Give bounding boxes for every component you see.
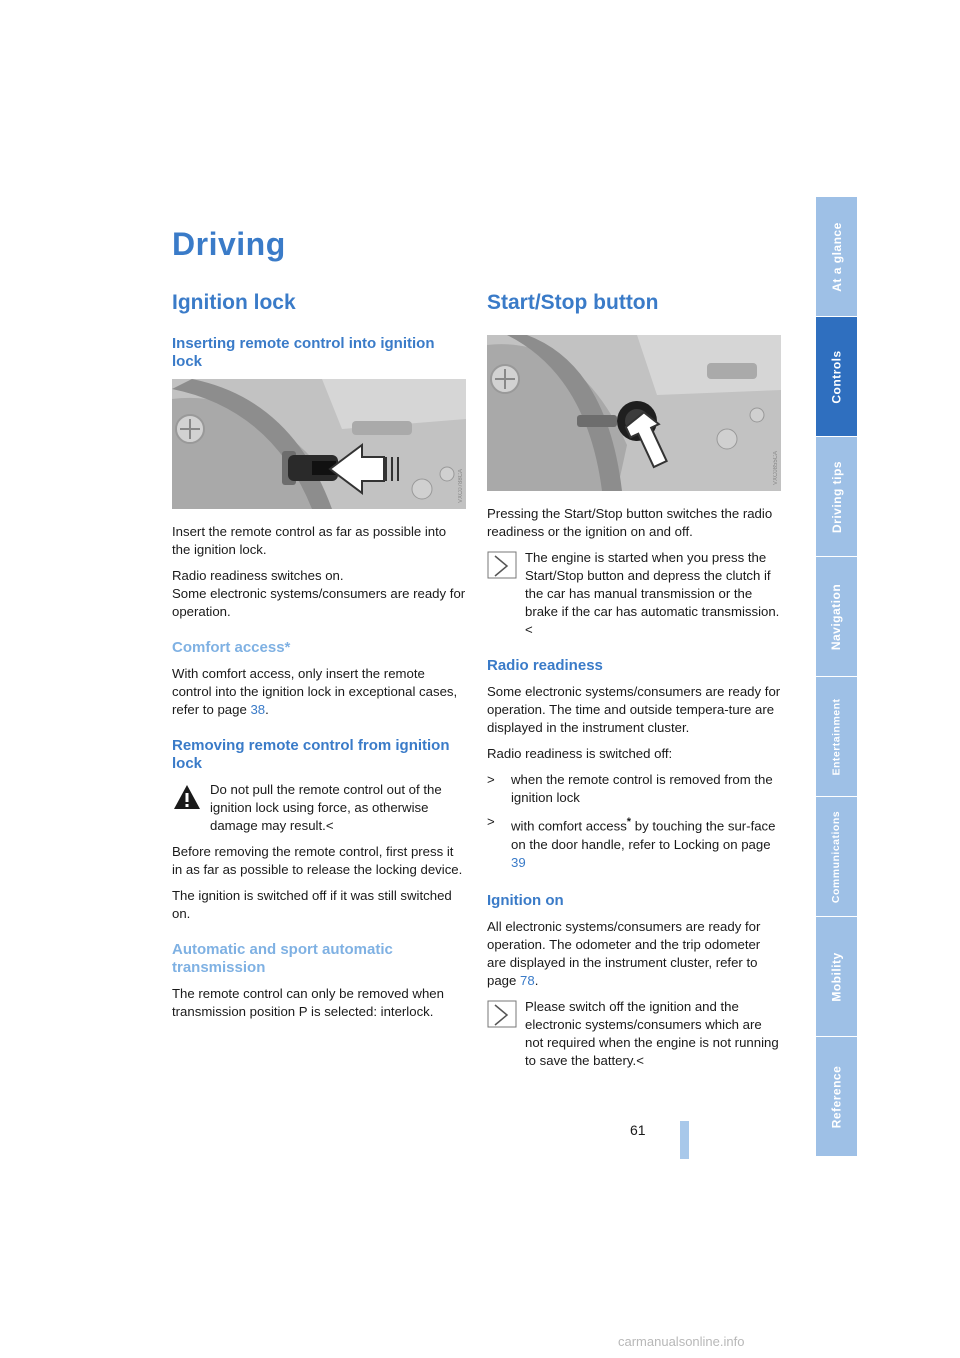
section-title-ignition-lock: Ignition lock: [172, 291, 296, 314]
info-note: [487, 549, 781, 639]
subsection-automatic-transmission: Automatic and sport automatic transmission: [172, 941, 393, 977]
paragraph: Insert the remote control as far as possible into the ignition lock.: [172, 524, 447, 558]
warning-triangle-icon: [172, 783, 202, 811]
text-line: Radio readiness switches on.: [172, 568, 344, 584]
tab-controls[interactable]: [816, 317, 857, 437]
paragraph: [487, 918, 781, 990]
tab-label: Reference: [829, 1065, 844, 1128]
page-link-39[interactable]: 39: [511, 854, 526, 870]
text-run: With comfort access, only insert the remote control into the ignition lock in exceptional cases, refer to page: [172, 666, 458, 718]
tab-label: Communications: [830, 810, 843, 903]
text-line: Some electronic systems/consumers are ready for operation.: [172, 586, 466, 620]
chapter-sidebar: [816, 197, 857, 1157]
page-link-78[interactable]: 78: [520, 972, 535, 988]
text-run: .: [265, 702, 269, 718]
right-column: [487, 290, 781, 1078]
note-text: [525, 549, 781, 639]
paragraph: Some electronic systems/consumers are ready for operation. The time and outside tempera-ture are displayed in the instrument cluster.: [487, 684, 781, 736]
note-arrow-icon: [487, 1000, 517, 1028]
paragraph: Radio readiness is switched off:: [487, 746, 673, 762]
text-run: Please switch off the ignition and the electronic systems/consumers which are not required when the engine is not running to save the battery.: [525, 998, 779, 1068]
bullet-text: when the remote control is removed from the ignition lock: [511, 772, 773, 806]
paragraph: [172, 665, 466, 719]
list-item: [487, 771, 781, 807]
tab-label: Controls: [829, 349, 844, 404]
warning-text: [210, 781, 466, 835]
tab-driving-tips[interactable]: [816, 437, 857, 557]
page-number: 61: [630, 1122, 646, 1138]
text-run: All electronic systems/consumers are ready for operation. The odometer and the trip odometer are displayed in the instrument cluster, refer to page: [487, 918, 761, 988]
tab-label: Driving tips: [829, 460, 844, 533]
tab-reference[interactable]: [816, 1037, 857, 1157]
tab-label: At a glance: [829, 221, 844, 292]
text-run: .: [534, 972, 539, 988]
tab-mobility[interactable]: [816, 917, 857, 1037]
bullet-mark: >: [487, 814, 495, 830]
tab-label: Mobility: [829, 951, 844, 1002]
figure-code: VXC0788CA: [458, 469, 464, 504]
paragraph: Before removing the remote control, first press it in as far as possible to release the locking device.: [172, 844, 463, 878]
ignition-lock-illustration: [172, 379, 466, 509]
text-run: The engine is started when you press the Start/Stop button and depress the clutch if the car has manual transmission or the brake if the car has automatic transmission.: [525, 550, 780, 620]
paragraph: The remote control can only be removed when transmission position P is selected: interlock.: [172, 986, 444, 1020]
tab-at-a-glance[interactable]: [816, 197, 857, 317]
tab-label: Navigation: [829, 583, 844, 650]
page-title: Driving: [172, 226, 286, 262]
figure-code: VXC0855CA: [773, 451, 779, 486]
watermark: carmanualsonline.info: [618, 1334, 745, 1349]
end-mark: <: [525, 622, 533, 638]
note-text: [525, 998, 781, 1070]
tab-navigation[interactable]: [816, 557, 857, 677]
tab-communications[interactable]: [816, 797, 857, 917]
subsection-radio-readiness: Radio readiness: [487, 657, 603, 675]
tab-entertainment[interactable]: [816, 677, 857, 797]
start-stop-illustration: [487, 335, 781, 491]
text-run: by touching the sur-face on the door handle, refer to Locking on page: [511, 818, 776, 852]
text-run: Do not pull the remote control out of the ignition lock using force, as otherwise damage may result.: [210, 782, 442, 834]
bullet-text: [511, 813, 781, 871]
text-run: with comfort access: [511, 818, 627, 834]
option-star: *: [626, 816, 632, 829]
bullet-mark: >: [487, 772, 495, 788]
note-arrow-icon: [487, 551, 517, 579]
page-link-38[interactable]: 38: [250, 702, 266, 718]
subsection-inserting-remote: Inserting remote control into ignition lock: [172, 335, 435, 371]
paragraph: [172, 567, 466, 621]
info-note: [487, 998, 781, 1070]
subsection-ignition-on: Ignition on: [487, 891, 564, 909]
section-title-start-stop: Start/Stop button: [487, 291, 659, 314]
left-column: [172, 290, 466, 1029]
paragraph: Pressing the Start/Stop button switches the radio readiness or the ignition on and off.: [487, 506, 773, 540]
warning-note: [172, 781, 466, 835]
subsection-removing-remote: Removing remote control from ignition lock: [172, 737, 450, 773]
page-number-bar: [680, 1121, 689, 1159]
end-mark: <: [325, 818, 334, 834]
figure-ignition-lock: [172, 379, 466, 509]
figure-start-stop-button: [487, 335, 781, 491]
end-mark: <: [636, 1052, 644, 1068]
tab-label: Entertainment: [830, 697, 843, 776]
paragraph: The ignition is switched off if it was still switched on.: [172, 888, 452, 922]
list-item: [487, 813, 781, 871]
subsection-comfort-access: Comfort access*: [172, 639, 291, 657]
